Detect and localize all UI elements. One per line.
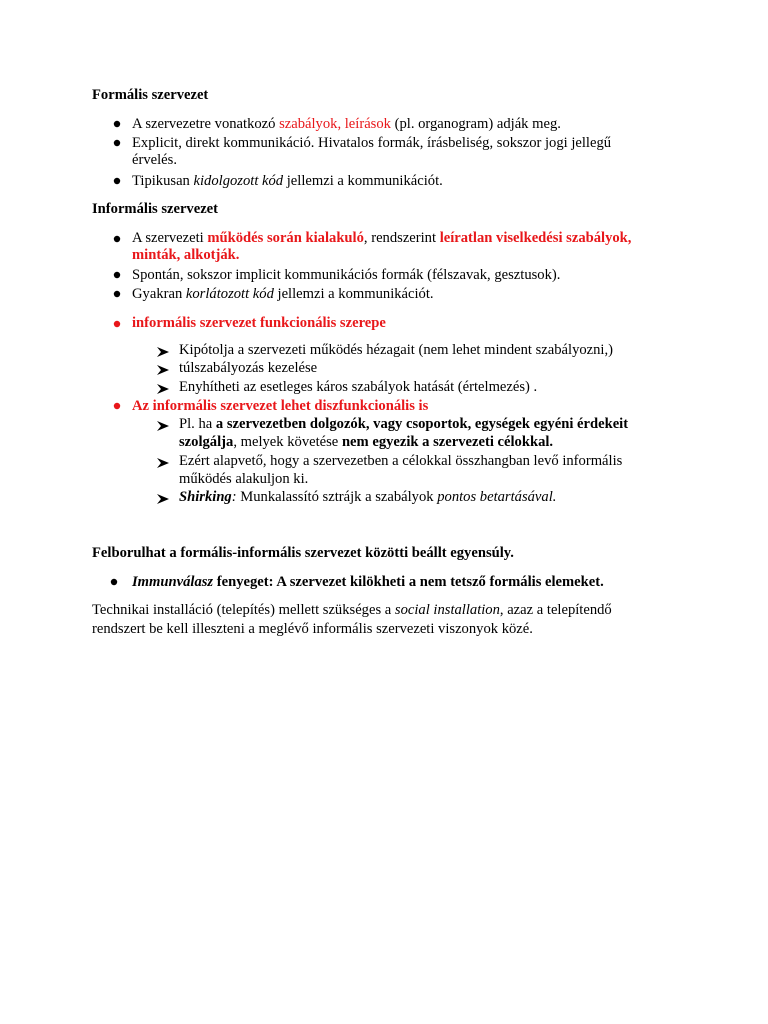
list-item: Spontán, sokszor implicit kommunikációs formák (félszavak, gesztusok). [132, 267, 561, 283]
list-item-dysfunctional: Az informális szervezet lehet diszfunkcionális is [132, 398, 429, 414]
heading-balance: Felborulhat a formális-informális szervezet közötti beállt egyensúly. [92, 545, 514, 561]
list-item: A szervezetre vonatkozó szabályok, leírások (pl. organogram) adják meg. [132, 116, 561, 132]
bullet-icon [113, 177, 121, 185]
arrow-bullet-icon [157, 492, 169, 509]
sub-list-item-continuation: szolgálja, melyek követése nem egyezik a szervezeti célokkal. [179, 434, 554, 450]
sub-list-item: túlszabályozás kezelése [179, 360, 318, 376]
list-item: A szervezeti működés során kialakuló, rendszerint leíratlan viselkedési szabályok, [132, 230, 632, 246]
bullet-icon [113, 120, 121, 128]
bullet-icon [113, 235, 121, 243]
sub-list-item: Ezért alapvető, hogy a szervezetben a célokkal összhangban levő informális [179, 453, 623, 469]
bullet-icon [113, 271, 121, 279]
sub-list-item-continuation: működés alakuljon ki. [179, 471, 309, 487]
list-item-immune-response: Immunválasz fenyeget: A szervezet kilökheti a nem tetsző formális elemeket. [132, 574, 604, 590]
arrow-bullet-icon [157, 345, 169, 362]
list-item: Explicit, direkt kommunikáció. Hivatalos formák, írásbeliség, sokszor jogi jellegű [132, 135, 612, 151]
list-item-continuation: minták, alkotják. [132, 247, 240, 263]
heading-formal-organization: Formális szervezet [92, 87, 209, 103]
list-item: Gyakran korlátozott kód jellemzi a kommunikációt. [132, 286, 434, 302]
arrow-bullet-icon [157, 419, 169, 436]
bullet-icon [113, 402, 121, 410]
bullet-icon [113, 139, 121, 147]
sub-list-item: Shirking: Munkalassító sztrájk a szabályok pontos betartásával. [179, 489, 557, 505]
arrow-bullet-icon [157, 456, 169, 473]
list-item-continuation: érvelés. [132, 152, 177, 168]
bullet-icon [110, 578, 118, 586]
paragraph-line: Technikai installáció (telepítés) mellett szükséges a social installation, azaz a telepítendő [92, 602, 612, 618]
heading-informal-organization: Informális szervezet [92, 201, 219, 217]
sub-list-item: Pl. ha a szervezetben dolgozók, vagy csoportok, egységek egyéni érdekeit [179, 416, 629, 432]
list-item: Tipikusan kidolgozott kód jellemzi a kommunikációt. [132, 173, 443, 189]
bullet-icon [113, 290, 121, 298]
bullet-icon [113, 320, 121, 328]
paragraph-line: rendszert be kell illeszteni a meglévő informális szervezeti viszonyok közé. [92, 621, 533, 637]
arrow-bullet-icon [157, 363, 169, 380]
list-item-functional-role: informális szervezet funkcionális szerepe [132, 315, 386, 331]
sub-list-item: Kipótolja a szervezeti működés hézagait (nem lehet mindent szabályozni,) [179, 342, 614, 358]
sub-list-item: Enyhítheti az esetleges káros szabályok hatását (értelmezés) . [179, 379, 538, 395]
